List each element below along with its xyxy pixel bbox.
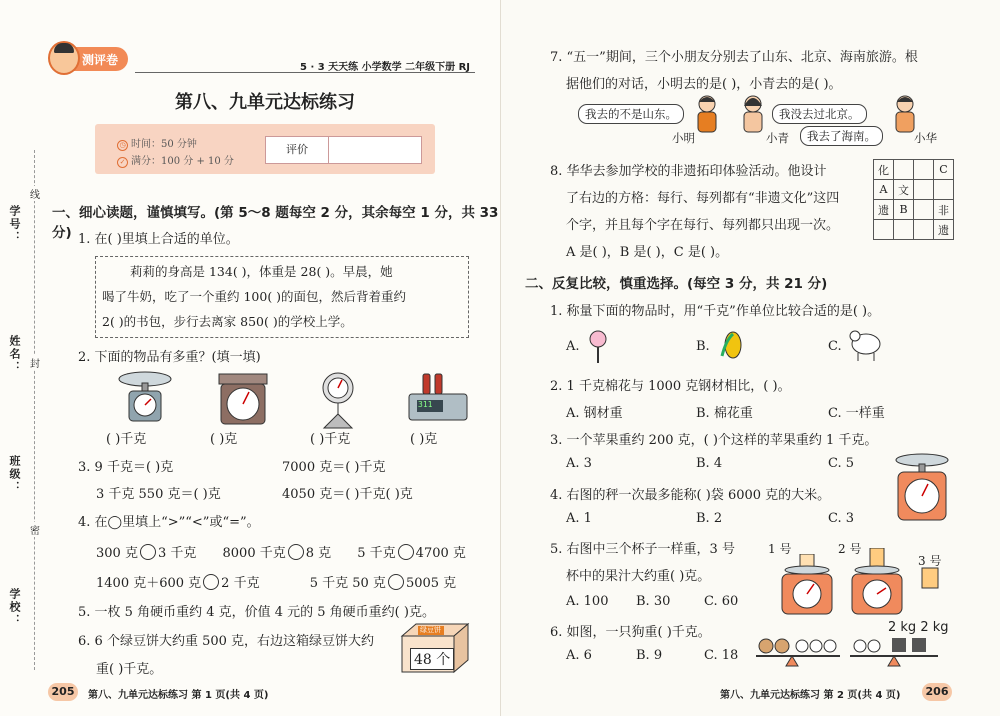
question-5: 5. 一枚 5 角硬币重约 4 克，价值 4 元的 5 角硬币重约( )克。 — [78, 605, 435, 620]
binding-strip — [0, 0, 42, 716]
question-7-line-2: 据他们的对话，小明去的是( )，小青去的是( )。 — [566, 77, 842, 92]
passage-line: 喝了牛奶，吃了一个重约 100( )的面包，然后背着重约 — [102, 289, 407, 304]
page-number: 205 — [48, 683, 78, 701]
question-1-passage — [95, 256, 469, 338]
speech-bubble-xiaohua: 我去了海南。 — [800, 126, 883, 146]
c1-option-c[interactable]: C. — [828, 339, 842, 354]
box-label: 绿豆饼 — [420, 626, 441, 634]
question-8-line-2: 了右边的方格：每行、每列都有“非遗文化”这四 — [566, 191, 840, 206]
kid-name-xiaoqing: 小青 — [766, 131, 789, 145]
spring-scale-icon — [318, 370, 358, 432]
cup-label-1: 1 号 — [768, 542, 792, 556]
heritage-grid: 化 C A 文 遗 B 非 遗 — [873, 159, 954, 240]
cup-label-2: 2 号 — [838, 542, 862, 556]
school-label: 学校： — [8, 588, 21, 627]
boy-xiaoming-icon — [692, 94, 722, 136]
c4-option-a[interactable]: A. 1 — [566, 511, 592, 526]
page-footer: 第八、九单元达标练习 第 1 页(共 4 页) — [88, 690, 269, 701]
c3-option-b[interactable]: B. 4 — [696, 456, 723, 471]
c3-option-c[interactable]: C. 5 — [828, 456, 855, 471]
test-badge: 测评卷 — [50, 47, 128, 71]
c2-option-a[interactable]: A. 钢材重 — [566, 406, 623, 421]
scale-with-cup-1-icon — [776, 554, 838, 616]
c6-option-c[interactable]: C. 18 — [704, 648, 739, 663]
platform-scale-icon — [892, 452, 952, 524]
kid-name-xiaohua: 小华 — [914, 131, 937, 145]
time-limit: 时间：50 分钟 — [131, 139, 197, 150]
full-score: 满分：100 分 + 10 分 — [131, 156, 234, 167]
question-6-line-1: 6. 6 个绿豆饼大约重 500 克，右边这箱绿豆饼大约 — [78, 634, 375, 649]
question-3b: 7000 克＝( )千克 — [282, 460, 386, 475]
page-title: 第八、九单元达标练习 — [175, 92, 355, 113]
compare-circle[interactable] — [288, 544, 304, 560]
c2-option-c[interactable]: C. 一样重 — [828, 406, 885, 421]
c3-option-a[interactable]: A. 3 — [566, 456, 592, 471]
lollipop-icon — [588, 330, 608, 364]
speech-bubble-xiaoming: 我去的不是山东。 — [578, 104, 684, 124]
question-6-line-2: 重( )千克。 — [96, 662, 163, 677]
weights-label: 2 kg 2 kg — [888, 620, 949, 635]
q2-blank-3[interactable]: ( )千克 — [310, 432, 351, 447]
question-3c: 3 千克 550 克＝( )克 — [96, 487, 221, 502]
cup-3-icon — [920, 566, 940, 590]
book-series: 5 · 3 天天练 小学数学 二年级下册 RJ — [300, 62, 471, 73]
c2-option-b[interactable]: B. 棉花重 — [696, 406, 753, 421]
compare-circle[interactable] — [203, 574, 219, 590]
lamb-icon — [848, 326, 884, 362]
clock-icon: ◷ — [117, 140, 128, 151]
c4-option-b[interactable]: B. 2 — [696, 511, 723, 526]
q4-row-2: 1400 克＋600 克 2 千克 5 千克 50 克 5005 克 — [96, 576, 457, 591]
digital-scale-with-bottles-icon — [405, 372, 471, 424]
dial-scale-icon — [215, 372, 271, 428]
corn-icon — [716, 330, 750, 360]
choice-question-5-line-1: 5. 右图中三个杯子一样重，3 号 — [550, 542, 735, 557]
hanging-tray-scale-icon — [115, 365, 175, 425]
compare-circle[interactable] — [398, 544, 414, 560]
balance-scales-with-dogs-and-rabbits-icon — [752, 628, 948, 672]
question-8-line-1: 8. 华华去参加学校的非遗拓印体验活动。他设计 — [550, 164, 827, 179]
header-rule — [135, 72, 475, 73]
c1-option-b[interactable]: B. — [696, 339, 710, 354]
name-label: 姓名： — [8, 335, 21, 374]
compare-circle[interactable] — [140, 544, 156, 560]
c6-option-b[interactable]: B. 9 — [636, 648, 663, 663]
cut-mark: 封 — [30, 355, 40, 370]
passage-line: 莉莉的身高是 134( )，体重是 28( )。早晨，她 — [130, 264, 393, 279]
choice-question-2: 2. 1 千克棉花与 1000 克钢材相比，( )。 — [550, 379, 791, 394]
page-footer: 第八、九单元达标练习 第 2 页(共 4 页) — [720, 690, 901, 701]
q2-blank-4[interactable]: ( )克 — [410, 432, 438, 447]
mascot-icon — [48, 41, 80, 75]
question-1: 1. 在( )里填上合适的单位。 — [78, 232, 239, 247]
choice-question-1: 1. 称量下面的物品时，用“千克”作单位比较合适的是( )。 — [550, 304, 881, 319]
question-8-line-3: 个字，并且每个字在每行、每列都只出现一次。 — [566, 218, 840, 233]
check-icon: ✓ — [117, 157, 128, 168]
cup-label-3: 3 号 — [918, 554, 942, 568]
page-number: 206 — [922, 683, 952, 701]
box-count: 48 个 — [410, 648, 454, 670]
section-2-heading: 二、反复比较，慎重选择。(每空 3 分，共 21 分) — [525, 276, 828, 292]
q4-row-1: 300 克 3 千克 8000 千克 8 克 5 千克 4700 克 — [96, 546, 466, 561]
q2-blank-2[interactable]: ( )克 — [210, 432, 238, 447]
scale-with-cup-2-icon — [846, 548, 908, 616]
info-box — [95, 124, 435, 174]
question-7-line-1: 7. “五一”期间，三个小朋友分别去了山东、北京、海南旅游。根 — [550, 50, 918, 65]
choice-question-6: 6. 如图，一只狗重( )千克。 — [550, 625, 711, 640]
cut-mark: 密 — [30, 522, 40, 537]
student-no-label: 学号： — [8, 205, 21, 244]
q2-blank-1[interactable]: ( )千克 — [106, 432, 147, 447]
compare-circle[interactable] — [388, 574, 404, 590]
question-8-line-4: A 是( )，B 是( )，C 是( )。 — [566, 245, 729, 260]
choice-question-3: 3. 一个苹果重约 200 克，( )个这样的苹果重约 1 千克。 — [550, 433, 878, 448]
evaluation-box[interactable] — [265, 136, 422, 164]
choice-question-5-line-2: 杯中的果汁大约重( )克。 — [566, 569, 711, 584]
section-1-heading: 一、细心读题，谨慎填写。(第 5～8 题每空 2 分，其余每空 1 分，共 33 分) — [52, 205, 499, 241]
girl-xiaoqing-icon — [738, 94, 768, 136]
question-3d: 4050 克＝( )千克( )克 — [282, 487, 413, 502]
c1-option-a[interactable]: A. — [566, 339, 580, 354]
cut-mark: 线 — [30, 186, 40, 201]
digital-display: 311 — [418, 400, 433, 409]
cut-line — [34, 150, 35, 670]
question-4: 4. 在◯里填上“>”“<”或“=”。 — [78, 515, 260, 530]
speech-bubble-xiaoqing: 我没去过北京。 — [772, 104, 867, 124]
class-label: 班级： — [8, 455, 21, 494]
kid-name-xiaoming: 小明 — [672, 131, 695, 145]
passage-line: 2( )的书包，步行去离家 850( )的学校上学。 — [102, 314, 353, 329]
c6-option-a[interactable]: A. 6 — [566, 648, 592, 663]
c5-option-c[interactable]: C. 60 — [704, 594, 739, 609]
evaluation-label: 评价 — [266, 137, 329, 163]
c4-option-c[interactable]: C. 3 — [828, 511, 855, 526]
question-2: 2. 下面的物品有多重？(填一填) — [78, 350, 261, 365]
c5-option-a[interactable]: A. 100 — [566, 594, 609, 609]
question-3a: 3. 9 千克＝( )克 — [78, 460, 174, 475]
choice-question-4: 4. 右图的秤一次最多能称( )袋 6000 克的大米。 — [550, 488, 831, 503]
c5-option-b[interactable]: B. 30 — [636, 594, 671, 609]
